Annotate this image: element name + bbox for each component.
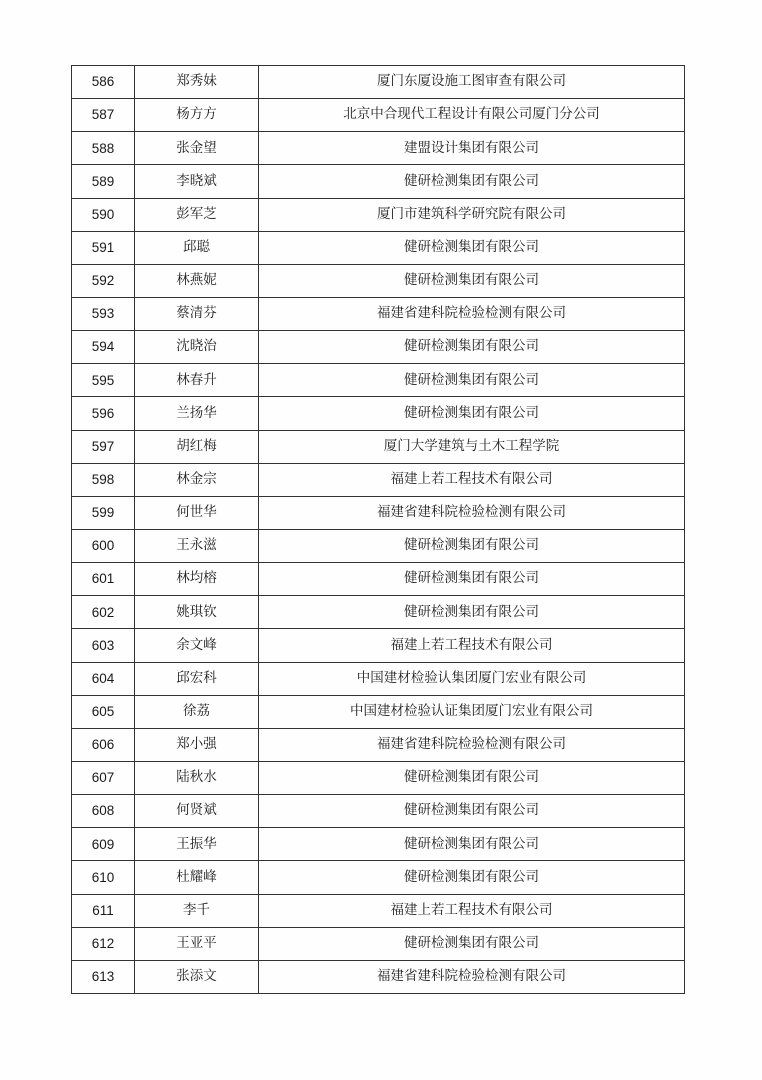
person-name-cell: 何贤斌 <box>135 795 259 828</box>
table-row <box>72 463 685 496</box>
table-row <box>72 861 685 894</box>
organization-cell: 健研检测集团有限公司 <box>259 596 685 629</box>
row-number-cell: 602 <box>72 596 135 629</box>
table-row <box>72 894 685 927</box>
person-name-cell: 林燕妮 <box>135 264 259 297</box>
organization-cell: 中国建材检验认集团厦门宏业有限公司 <box>259 662 685 695</box>
organization-cell: 健研检测集团有限公司 <box>259 861 685 894</box>
person-name-cell: 王亚平 <box>135 927 259 960</box>
person-name-cell: 郑小强 <box>135 728 259 761</box>
organization-cell: 健研检测集团有限公司 <box>259 828 685 861</box>
table-row <box>72 529 685 562</box>
table-row <box>72 563 685 596</box>
row-number-cell: 601 <box>72 563 135 596</box>
row-number-cell: 595 <box>72 364 135 397</box>
table-row <box>72 430 685 463</box>
personnel-table-body <box>72 66 685 994</box>
row-number-cell: 594 <box>72 331 135 364</box>
table-row <box>72 264 685 297</box>
row-number-cell: 610 <box>72 861 135 894</box>
organization-cell: 北京中合现代工程设计有限公司厦门分公司 <box>259 99 685 132</box>
personnel-table <box>71 65 685 994</box>
table-row <box>72 364 685 397</box>
table-row <box>72 496 685 529</box>
row-number-cell: 586 <box>72 66 135 99</box>
table-row <box>72 927 685 960</box>
table-row <box>72 761 685 794</box>
row-number-cell: 609 <box>72 828 135 861</box>
row-number-cell: 591 <box>72 231 135 264</box>
person-name-cell: 王振华 <box>135 828 259 861</box>
table-row <box>72 629 685 662</box>
person-name-cell: 杨方方 <box>135 99 259 132</box>
table-row <box>72 695 685 728</box>
organization-cell: 健研检测集团有限公司 <box>259 563 685 596</box>
person-name-cell: 余文峰 <box>135 629 259 662</box>
table-row <box>72 397 685 430</box>
person-name-cell: 林金宗 <box>135 463 259 496</box>
person-name-cell: 林均榕 <box>135 563 259 596</box>
person-name-cell: 徐荔 <box>135 695 259 728</box>
person-name-cell: 林春升 <box>135 364 259 397</box>
table-row <box>72 828 685 861</box>
person-name-cell: 邱宏科 <box>135 662 259 695</box>
organization-cell: 健研检测集团有限公司 <box>259 331 685 364</box>
organization-cell: 厦门东厦设施工图审查有限公司 <box>259 66 685 99</box>
row-number-cell: 587 <box>72 99 135 132</box>
person-name-cell: 何世华 <box>135 496 259 529</box>
person-name-cell: 张添文 <box>135 960 259 993</box>
person-name-cell: 姚琪钦 <box>135 596 259 629</box>
person-name-cell: 张金望 <box>135 132 259 165</box>
table-row <box>72 596 685 629</box>
person-name-cell: 兰扬华 <box>135 397 259 430</box>
organization-cell: 健研检测集团有限公司 <box>259 364 685 397</box>
organization-cell: 福建上若工程技术有限公司 <box>259 629 685 662</box>
table-row <box>72 662 685 695</box>
person-name-cell: 蔡清芬 <box>135 297 259 330</box>
person-name-cell: 李千 <box>135 894 259 927</box>
organization-cell: 福建省建科院检验检测有限公司 <box>259 960 685 993</box>
table-row <box>72 165 685 198</box>
row-number-cell: 607 <box>72 761 135 794</box>
table-row <box>72 198 685 231</box>
table-row <box>72 795 685 828</box>
row-number-cell: 600 <box>72 529 135 562</box>
table-row <box>72 331 685 364</box>
row-number-cell: 613 <box>72 960 135 993</box>
row-number-cell: 589 <box>72 165 135 198</box>
organization-cell: 福建省建科院检验检测有限公司 <box>259 297 685 330</box>
row-number-cell: 603 <box>72 629 135 662</box>
table-row <box>72 960 685 993</box>
row-number-cell: 605 <box>72 695 135 728</box>
person-name-cell: 郑秀妹 <box>135 66 259 99</box>
row-number-cell: 592 <box>72 264 135 297</box>
row-number-cell: 596 <box>72 397 135 430</box>
table-row <box>72 728 685 761</box>
table-row <box>72 66 685 99</box>
organization-cell: 健研检测集团有限公司 <box>259 795 685 828</box>
table-row <box>72 231 685 264</box>
organization-cell: 健研检测集团有限公司 <box>259 927 685 960</box>
row-number-cell: 606 <box>72 728 135 761</box>
row-number-cell: 598 <box>72 463 135 496</box>
row-number-cell: 604 <box>72 662 135 695</box>
row-number-cell: 590 <box>72 198 135 231</box>
row-number-cell: 608 <box>72 795 135 828</box>
organization-cell: 健研检测集团有限公司 <box>259 529 685 562</box>
row-number-cell: 612 <box>72 927 135 960</box>
person-name-cell: 陆秋水 <box>135 761 259 794</box>
person-name-cell: 邱聪 <box>135 231 259 264</box>
row-number-cell: 593 <box>72 297 135 330</box>
organization-cell: 健研检测集团有限公司 <box>259 761 685 794</box>
organization-cell: 厦门大学建筑与土木工程学院 <box>259 430 685 463</box>
organization-cell: 健研检测集团有限公司 <box>259 165 685 198</box>
row-number-cell: 611 <box>72 894 135 927</box>
table-row <box>72 99 685 132</box>
person-name-cell: 胡红梅 <box>135 430 259 463</box>
organization-cell: 福建省建科院检验检测有限公司 <box>259 728 685 761</box>
person-name-cell: 李晓斌 <box>135 165 259 198</box>
person-name-cell: 杜耀峰 <box>135 861 259 894</box>
organization-cell: 福建上若工程技术有限公司 <box>259 894 685 927</box>
organization-cell: 厦门市建筑科学研究院有限公司 <box>259 198 685 231</box>
person-name-cell: 王永滋 <box>135 529 259 562</box>
organization-cell: 福建省建科院检验检测有限公司 <box>259 496 685 529</box>
organization-cell: 健研检测集团有限公司 <box>259 264 685 297</box>
organization-cell: 福建上若工程技术有限公司 <box>259 463 685 496</box>
person-name-cell: 彭军芝 <box>135 198 259 231</box>
organization-cell: 健研检测集团有限公司 <box>259 231 685 264</box>
organization-cell: 健研检测集团有限公司 <box>259 397 685 430</box>
table-row <box>72 297 685 330</box>
row-number-cell: 597 <box>72 430 135 463</box>
table-row <box>72 132 685 165</box>
row-number-cell: 588 <box>72 132 135 165</box>
organization-cell: 建盟设计集团有限公司 <box>259 132 685 165</box>
person-name-cell: 沈晓治 <box>135 331 259 364</box>
organization-cell: 中国建材检验认证集团厦门宏业有限公司 <box>259 695 685 728</box>
row-number-cell: 599 <box>72 496 135 529</box>
